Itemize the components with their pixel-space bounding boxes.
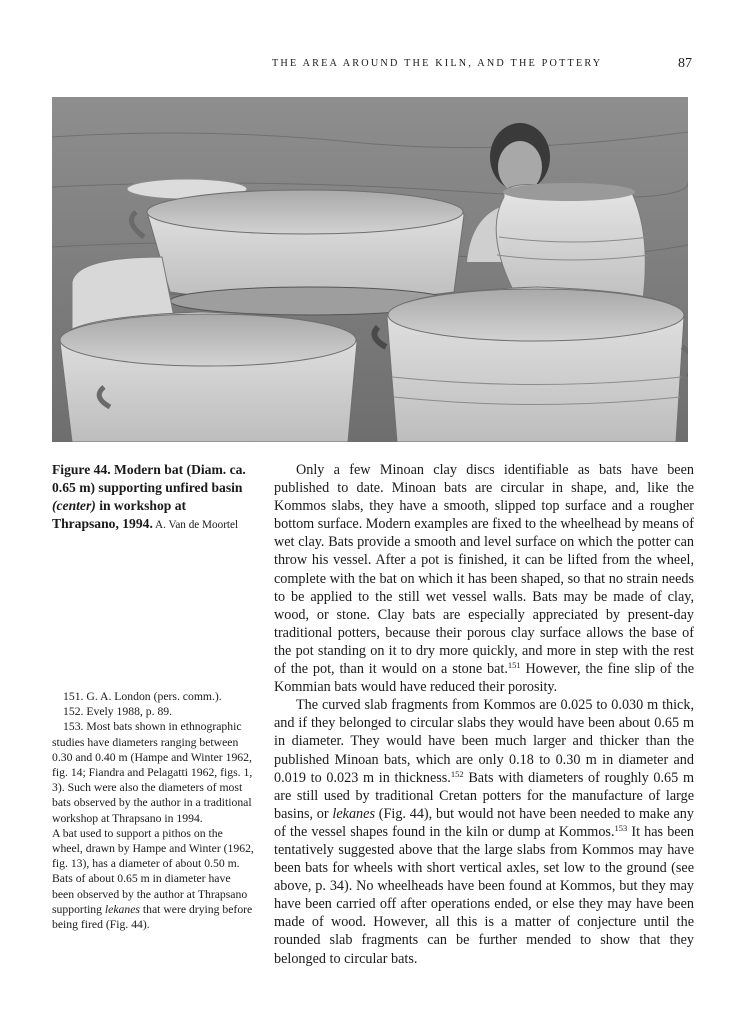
figure-label: Figure 44. [52,462,111,477]
caption-text-a: Modern bat (Diam. ca. 0.65 m) supporting unfired basin [52,462,246,496]
footnote-ref-152[interactable]: 152 [450,768,464,779]
page-number: 87 [678,56,692,71]
footnote-151: 151. G. A. London (pers. comm.). [63,690,222,703]
paragraph-1: Only a few Minoan clay discs identifiable as bats have been published to date. Minoan bats are circular in shape, and, like the Kommos slabs, they have a smooth, slipped top surface and a rougher bottom surface. Modern examples are fixed to the wheelhead by means of wet clay. Bats provide a smooth and level surface on which the potter can throw his vessel. After a pot is finished, it can be lifted from the wheel, complete with the bat on which it has been shaped, so that no strain needs to be applied to the still wet vessel walls. Bats may be made of clay, wood, or stone. Clay bats are especially appreciated by present-day traditional potters, because their porous clay surface allows the base of the pot standing on it to dry more quickly, and more in step with the rest of the pot, than it would on a stone bat.$^{151}$ However, the fine slip of the Kommian bats would have reduced their porosity. [274,462,694,696]
photo-credit: A. Van de Moortel [152,519,239,532]
caption-center: (center) [52,498,96,514]
footnote-153-continued: A bat used to support a pithos on the wheel, drawn by Hampe and Winter (1962, fig. 13), has a diameter of about 0.50 m. Bats of about 0.65 m in diameter have been observed by the author at Thrapsano supporting lekanes that were drying before being fired (Fig. 44). [52,826,254,932]
footnote-152: 152. Evely 1988, p. 89. [63,705,173,719]
running-head: THE AREA AROUND THE KILN, AND THE POTTERY [272,58,603,69]
footnote-153: 153. Most bats shown in ethnographic studies have diameters ranging between 0.30 and 0.40 m (Hampe and Winter 1962, fig. 14; Fiandra and Pelagatti 1962, figs. 1, 3). Such were also the diameters of most bats observed by the author in a traditional workshop at Thrapsano in 1994. [52,720,253,825]
footnotes [52,689,254,932]
paragraph-2: The curved slab fragments from Kommos are 0.025 to 0.030 m thick, and if they belonged to circular slabs they would have been about 0.65 m in diameter. They would have been much larger and thicker than the published Minoan bats, which are only 0.18 to 0.30 m in diameter and 0.019 to 0.023 m in thickness.$^{152}$ Bats with diameters of roughly 0.65 m are still used by traditional Cretan potters for the manufacture of large basins, or lekanes (Fig. 44), but would not have been needed to make any of the vessel shapes found in the kiln or dump at Kommos.$^{153}$ It has been tentatively suggested above that the large slabs from Kommos may have been bats for wheels with short vertical axles, set low to the ground (see above, p. 34). No wheelheads have been found at Kommos, but they may have been carried off after operations ended, or else they may have been made of wood. However, all this is a matter of conjecture until the rounded slab fragments can be further mended to show that they belonged to circular bats. [274,697,694,967]
figure-44-photo [52,97,688,442]
main-text [274,461,694,968]
figure-caption [52,461,254,534]
footnote-ref-153[interactable]: 153 [614,822,628,833]
footnote-ref-151[interactable]: 151 [507,660,521,671]
caption-text-b: in workshop at Thrapsano, 1994. [52,498,187,532]
